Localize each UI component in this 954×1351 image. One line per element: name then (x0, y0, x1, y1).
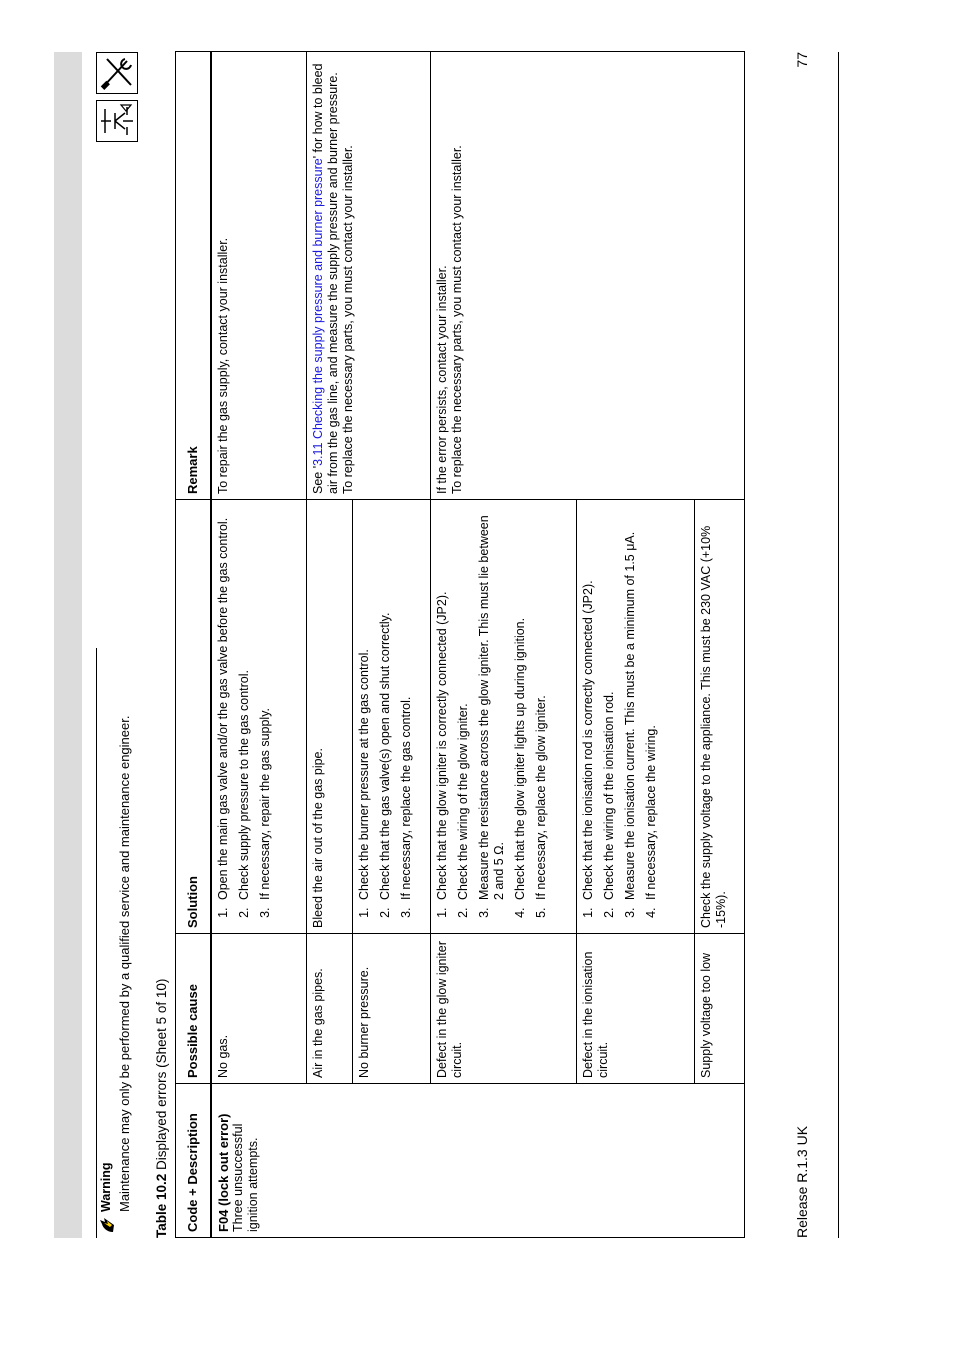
solution-step: 2. Check the wiring of the glow igniter. (456, 505, 471, 904)
solution-cell (576, 500, 694, 934)
rotated-page-content (50, 52, 810, 1238)
code-cell (211, 1084, 744, 1238)
table-number: Table 10.2 (154, 1173, 169, 1238)
errors-table (175, 51, 745, 1238)
solution-step: 5. If necessary, replace the glow igniter. (534, 505, 549, 904)
table-row (306, 52, 352, 1238)
cause-cell: No burner pressure. (352, 934, 430, 1084)
solution-step: 4. If necessary, replace the wiring. (644, 505, 659, 904)
solution-step: 2. Check that the gas valve(s) open and shut correctly. (378, 505, 393, 904)
remark-cell: To repair the gas supply, contact your installer. (211, 52, 306, 500)
table-header-row (176, 52, 212, 1238)
header-code: Code + Description (176, 1084, 212, 1238)
solution-step: 1. Check that the glow igniter is correctly connected (JP2). (435, 505, 450, 904)
remark-line: To replace the necessary parts, you must contact your installer. (340, 145, 355, 494)
cause-cell: Defect in the glow igniter circuit. (430, 934, 576, 1084)
solution-step: 3. If necessary, replace the gas control. (399, 505, 414, 904)
solution-cell (211, 500, 306, 934)
error-code: F04 (lock out error) (216, 1113, 231, 1232)
cause-cell: No gas. (211, 934, 306, 1084)
remark-line: To replace the necessary parts, you must contact your installer. (449, 145, 464, 494)
solution-step: 1. Check the burner pressure at the gas control. (357, 505, 372, 904)
cause-cell: Air in the gas pipes. (306, 934, 352, 1084)
table-caption (154, 979, 169, 1238)
remark-line: If the error persists, contact your installer. (434, 265, 449, 494)
solution-step: 3. Measure the resistance across the glow igniter. This must lie between 2 and 5 Ω. (477, 505, 507, 904)
solution-cell (352, 500, 430, 934)
footer-rule (838, 52, 839, 1238)
section-link[interactable]: 3.11 Checking the supply pressure and burner pressure (310, 158, 325, 466)
release-label: Release R.1.3 UK (794, 1125, 810, 1238)
solution-step: 1. Check that the ionisation rod is correctly connected (JP2). (581, 505, 596, 904)
warning-box (96, 648, 132, 1238)
remark-prefix: See ' (310, 465, 325, 494)
warning-title: Warning (99, 1162, 113, 1212)
solution-step: 3. If necessary, repair the gas supply. (258, 505, 273, 904)
solution-step: 2. Check the wiring of the ionisation rod. (602, 505, 617, 904)
remark-cell (306, 52, 430, 500)
solution-step: 1. Open the main gas valve and/or the gas valve before the gas control. (216, 505, 231, 904)
header-cause: Possible cause (176, 934, 212, 1084)
remark-text (311, 57, 341, 494)
cause-cell: Defect in the ionisation circuit. (576, 934, 694, 1084)
solution-step: 3. Measure the ionisation current. This must be a minimum of 1.5 μA. (623, 505, 638, 904)
warning-hand-icon (99, 1216, 115, 1234)
table-title: Displayed errors (Sheet 5 of 10) (154, 978, 169, 1174)
solution-cell (430, 500, 576, 934)
solution-step: 4. Check that the glow igniter lights up during ignition. (513, 505, 528, 904)
header-remark: Remark (176, 52, 212, 500)
table-row (430, 52, 576, 1238)
warning-text: Maintenance may only be performed by a qualified service and maintenance engineer. (117, 715, 132, 1212)
solution-cell: Bleed the air out of the gas pipe. (306, 500, 352, 934)
cause-cell: Supply voltage too low (694, 934, 744, 1084)
remark-suffix: ' for how to bleed air from the gas line, and measure the supply pressure and burner pressure. (310, 63, 340, 494)
error-description: Three unsuccessful ignition attempts. (231, 1123, 260, 1232)
header-solution: Solution (176, 500, 212, 934)
page-number: 77 (794, 52, 810, 68)
solution-step: 2. Check supply pressure to the gas control. (237, 505, 252, 904)
remark-cell (430, 52, 744, 500)
solution-cell: Check the supply voltage to the appliance. This must be 230 VAC (+10% -15%). (694, 500, 744, 934)
table-row (211, 52, 306, 1238)
